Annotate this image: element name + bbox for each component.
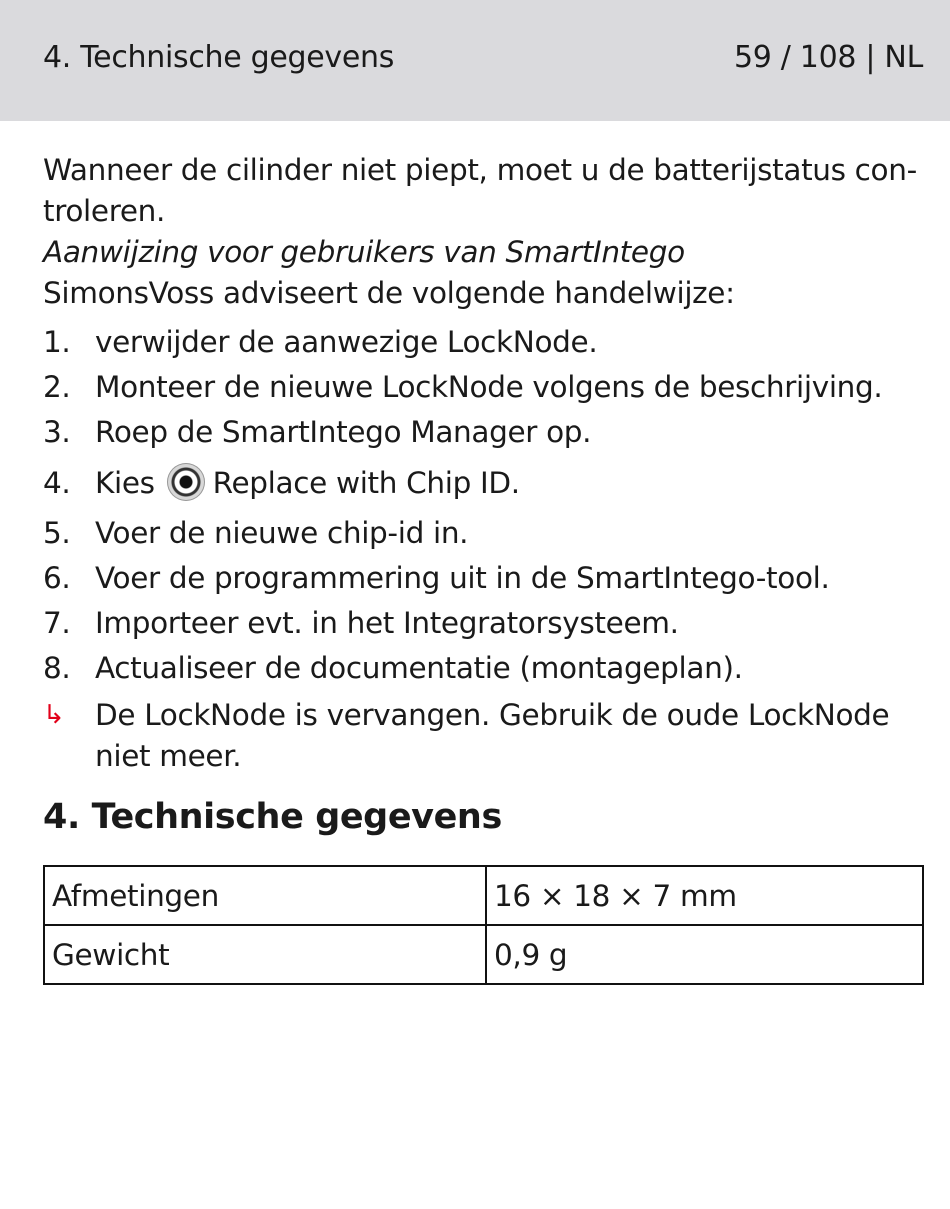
step-number: 5. — [43, 516, 71, 550]
table-row — [44, 925, 923, 984]
step-number: 2. — [43, 370, 71, 404]
radio-button-icon — [167, 463, 205, 501]
step-number: 3. — [43, 415, 71, 449]
section-heading: 4. Technische gegevens — [43, 797, 502, 837]
result-note — [43, 695, 923, 777]
result-arrow-icon: ↳ — [43, 700, 65, 730]
step-text: Monteer de nieuwe LockNode volgens de beschrijving. — [95, 370, 883, 404]
step-text: verwijder de aanwezige LockNode. — [95, 325, 598, 359]
step-text: Voer de nieuwe chip-id in. — [95, 516, 469, 550]
list-item — [43, 320, 923, 365]
step-text: Actualiseer de documentatie (montageplan). — [95, 651, 743, 685]
spec-label: Afmetingen — [44, 866, 486, 925]
list-item — [43, 646, 923, 691]
step-text — [95, 455, 923, 511]
list-item — [43, 511, 923, 556]
step-number: 6. — [43, 561, 71, 595]
result-text — [95, 695, 889, 777]
note-title: Aanwijzing voor gebruikers van SmartIntego — [43, 235, 685, 269]
specs-table — [43, 865, 924, 985]
intro-line-2: troleren. — [43, 194, 165, 228]
step-text: Voer de programmering uit in de SmartIntego-tool. — [95, 561, 830, 595]
spec-value: 16 × 18 × 7 mm — [486, 866, 923, 925]
list-item — [43, 410, 923, 455]
header-section-title: 4. Technische gegevens — [43, 40, 395, 75]
list-item — [43, 455, 923, 511]
page-content — [43, 150, 923, 985]
spec-value: 0,9 g — [486, 925, 923, 984]
list-item — [43, 365, 923, 410]
step-text: Importeer evt. in het Integratorsysteem. — [95, 606, 679, 640]
result-line-1: De LockNode is vervangen. Gebruik de oude LockNode — [95, 698, 890, 732]
advice-text: SimonsVoss adviseert de volgende handelwijze: — [43, 276, 735, 310]
step-number: 1. — [43, 325, 71, 359]
steps-list — [43, 320, 923, 691]
step-text-post: Replace with Chip ID. — [212, 466, 520, 500]
spec-label: Gewicht — [44, 925, 486, 984]
step-number: 7. — [43, 606, 71, 640]
step-number: 8. — [43, 651, 71, 685]
step-number: 4. — [43, 466, 71, 500]
list-item — [43, 556, 923, 601]
intro-line-1: Wanneer de cilinder niet piept, moet u de batterijstatus con- — [43, 153, 917, 187]
header-page-number: 59 / 108 | NL — [733, 40, 923, 75]
result-line-2: niet meer. — [95, 739, 242, 773]
page-header — [0, 0, 950, 121]
table-row — [44, 866, 923, 925]
step-text: Roep de SmartIntego Manager op. — [95, 415, 592, 449]
step-text-pre: Kies — [95, 466, 155, 500]
list-item — [43, 601, 923, 646]
